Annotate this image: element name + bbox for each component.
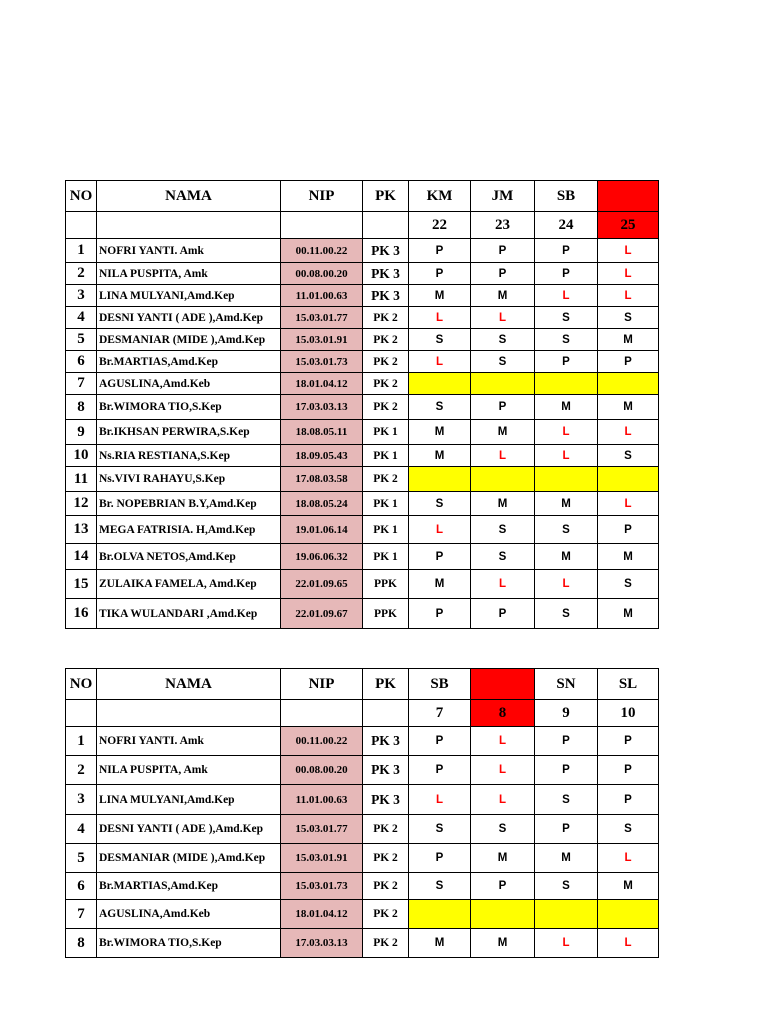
nip-value: 19.01.06.14 (281, 516, 363, 544)
shift-cell: L (409, 307, 471, 329)
shift-cell: L (471, 756, 535, 785)
shift-cell: S (535, 599, 598, 629)
row-number: 14 (66, 544, 97, 570)
shift-cell: P (409, 239, 471, 263)
nip-value: 00.11.00.22 (281, 727, 363, 756)
date-row (66, 700, 659, 727)
nip-value: 15.03.01.91 (281, 329, 363, 351)
nurse-name: Br.OLVA NETOS,Amd.Kep (97, 544, 281, 570)
table-row (66, 307, 659, 329)
row-number: 2 (66, 263, 97, 285)
shift-cell: M (535, 492, 598, 516)
date-cell: 24 (535, 212, 598, 239)
table-row (66, 492, 659, 516)
nip-value: 17.03.03.13 (281, 929, 363, 958)
nurse-name: Ns.RIA RESTIANA,S.Kep (97, 445, 281, 467)
pk-level: PK 3 (363, 263, 409, 285)
table-row (66, 785, 659, 815)
header-pk: PK (363, 181, 409, 212)
nip-value: 11.01.00.63 (281, 285, 363, 307)
row-number: 6 (66, 351, 97, 373)
schedule-table-1 (65, 180, 659, 629)
date-cell: 8 (471, 700, 535, 727)
header-no: NO (66, 669, 97, 700)
table-row (66, 900, 659, 929)
nip-value: 15.03.01.77 (281, 815, 363, 844)
header-row (66, 181, 659, 212)
shift-cell: L (535, 420, 598, 445)
shift-cell: S (409, 873, 471, 900)
shift-cell: L (535, 445, 598, 467)
shift-cell: P (409, 544, 471, 570)
pk-level: PPK (363, 570, 409, 599)
nip-value: 00.08.00.20 (281, 756, 363, 785)
shift-cell (471, 900, 535, 929)
pk-level: PK 1 (363, 544, 409, 570)
nip-value: 18.01.04.12 (281, 900, 363, 929)
shift-cell: M (535, 544, 598, 570)
date-cell: 9 (535, 700, 598, 727)
row-number: 16 (66, 599, 97, 629)
shift-cell: P (598, 351, 659, 373)
shift-cell: P (598, 516, 659, 544)
shift-cell: S (535, 873, 598, 900)
row-number: 6 (66, 873, 97, 900)
header-no: NO (66, 181, 97, 212)
table-row (66, 329, 659, 351)
nurse-name: Br.MARTIAS,Amd.Kep (97, 873, 281, 900)
header-nip: NIP (281, 181, 363, 212)
date-row (66, 212, 659, 239)
nurse-name: NOFRI YANTI. Amk (97, 727, 281, 756)
table-row (66, 727, 659, 756)
nip-value: 15.03.01.77 (281, 307, 363, 329)
row-number: 13 (66, 516, 97, 544)
blank-cell (97, 212, 281, 239)
row-number: 7 (66, 900, 97, 929)
date-cell: 23 (471, 212, 535, 239)
shift-cell: L (471, 307, 535, 329)
shift-cell: L (471, 785, 535, 815)
shift-cell (535, 467, 598, 492)
shift-cell: P (535, 263, 598, 285)
nurse-name: LINA MULYANI,Amd.Kep (97, 285, 281, 307)
table-row (66, 929, 659, 958)
shift-cell (598, 900, 659, 929)
blank-cell (363, 700, 409, 727)
shift-cell: P (409, 263, 471, 285)
nurse-name: ZULAIKA FAMELA, Amd.Kep (97, 570, 281, 599)
shift-cell: M (471, 844, 535, 873)
pk-level: PK 2 (363, 307, 409, 329)
blank-cell (281, 212, 363, 239)
nurse-name: DESNI YANTI ( ADE ),Amd.Kep (97, 815, 281, 844)
shift-cell (409, 467, 471, 492)
row-number: 8 (66, 395, 97, 420)
shift-cell: L (535, 929, 598, 958)
shift-cell: M (471, 492, 535, 516)
nip-value: 22.01.09.67 (281, 599, 363, 629)
shift-cell: M (409, 570, 471, 599)
table-row (66, 467, 659, 492)
nurse-name: Br. NOPEBRIAN B.Y,Amd.Kep (97, 492, 281, 516)
header-day-1: KM (409, 181, 471, 212)
shift-cell: M (409, 445, 471, 467)
row-number: 5 (66, 844, 97, 873)
shift-cell: L (471, 570, 535, 599)
shift-cell: M (535, 844, 598, 873)
row-number: 11 (66, 467, 97, 492)
shift-cell: S (598, 815, 659, 844)
shift-cell: M (598, 544, 659, 570)
shift-cell: S (471, 544, 535, 570)
row-number: 7 (66, 373, 97, 395)
table-row (66, 844, 659, 873)
pk-level: PK 2 (363, 467, 409, 492)
shift-cell: P (535, 727, 598, 756)
shift-cell: L (409, 351, 471, 373)
table-row (66, 395, 659, 420)
shift-cell: S (535, 785, 598, 815)
table-row (66, 263, 659, 285)
nip-value: 18.01.04.12 (281, 373, 363, 395)
pk-level: PK 2 (363, 395, 409, 420)
nip-value: 17.08.03.58 (281, 467, 363, 492)
blank-cell (281, 700, 363, 727)
shift-cell: S (535, 516, 598, 544)
row-number: 12 (66, 492, 97, 516)
blank-cell (66, 700, 97, 727)
table-row (66, 420, 659, 445)
shift-cell: S (471, 516, 535, 544)
shift-cell: M (598, 599, 659, 629)
header-day-3: SN (535, 669, 598, 700)
shift-cell: M (471, 420, 535, 445)
table-row (66, 373, 659, 395)
pk-level: PK 2 (363, 873, 409, 900)
table-row (66, 599, 659, 629)
pk-level: PK 2 (363, 844, 409, 873)
shift-cell: L (598, 844, 659, 873)
nip-value: 15.03.01.73 (281, 351, 363, 373)
shift-cell: L (409, 516, 471, 544)
shift-cell: S (598, 445, 659, 467)
nip-value: 18.09.05.43 (281, 445, 363, 467)
row-number: 1 (66, 727, 97, 756)
nurse-name: MEGA FATRISIA. H,Amd.Kep (97, 516, 281, 544)
header-day-4: SL (598, 669, 659, 700)
nip-value: 15.03.01.91 (281, 844, 363, 873)
pk-level: PK 3 (363, 785, 409, 815)
table-row (66, 445, 659, 467)
shift-cell: S (471, 815, 535, 844)
row-number: 1 (66, 239, 97, 263)
shift-cell: P (471, 395, 535, 420)
shift-cell: P (471, 873, 535, 900)
shift-cell: M (409, 285, 471, 307)
nip-value: 18.08.05.11 (281, 420, 363, 445)
shift-cell: P (471, 599, 535, 629)
pk-level: PK 2 (363, 373, 409, 395)
date-cell: 7 (409, 700, 471, 727)
shift-cell: M (471, 285, 535, 307)
pk-level: PK 2 (363, 351, 409, 373)
pk-level: PK 1 (363, 492, 409, 516)
shift-cell: M (471, 929, 535, 958)
shift-cell: M (598, 329, 659, 351)
date-cell: 22 (409, 212, 471, 239)
table-row (66, 756, 659, 785)
nip-value: 11.01.00.63 (281, 785, 363, 815)
row-number: 9 (66, 420, 97, 445)
pk-level: PK 2 (363, 329, 409, 351)
table-row (66, 570, 659, 599)
shift-cell: P (409, 599, 471, 629)
shift-cell (471, 373, 535, 395)
blank-cell (66, 212, 97, 239)
row-number: 3 (66, 285, 97, 307)
pk-level: PK 2 (363, 900, 409, 929)
shift-cell: P (471, 239, 535, 263)
pk-level: PPK (363, 599, 409, 629)
nurse-name: LINA MULYANI,Amd.Kep (97, 785, 281, 815)
table-row (66, 873, 659, 900)
shift-cell: P (409, 844, 471, 873)
shift-cell: S (598, 307, 659, 329)
shift-cell (598, 373, 659, 395)
shift-cell: L (598, 263, 659, 285)
header-row (66, 669, 659, 700)
shift-cell: S (409, 395, 471, 420)
nurse-name: NILA PUSPITA, Amk (97, 263, 281, 285)
nip-value: 00.08.00.20 (281, 263, 363, 285)
blank-cell (97, 700, 281, 727)
row-number: 15 (66, 570, 97, 599)
shift-cell: M (409, 420, 471, 445)
header-pk: PK (363, 669, 409, 700)
shift-cell: S (535, 307, 598, 329)
row-number: 5 (66, 329, 97, 351)
shift-cell: P (471, 263, 535, 285)
shift-cell: P (598, 727, 659, 756)
pk-level: PK 3 (363, 727, 409, 756)
shift-cell: P (535, 239, 598, 263)
shift-cell (409, 900, 471, 929)
shift-cell (598, 467, 659, 492)
date-cell: 25 (598, 212, 659, 239)
shift-cell: P (409, 756, 471, 785)
shift-cell: L (471, 445, 535, 467)
date-cell: 10 (598, 700, 659, 727)
table-row (66, 285, 659, 307)
header-day-1: SB (409, 669, 471, 700)
shift-cell: L (598, 285, 659, 307)
header-day-4: MG (598, 181, 659, 212)
nurse-name: AGUSLINA,Amd.Keb (97, 373, 281, 395)
nurse-name: Br.WIMORA TIO,S.Kep (97, 929, 281, 958)
pk-level: PK 3 (363, 239, 409, 263)
nurse-name: NOFRI YANTI. Amk (97, 239, 281, 263)
shift-cell: M (598, 873, 659, 900)
shift-cell: S (409, 329, 471, 351)
nip-value: 00.11.00.22 (281, 239, 363, 263)
shift-cell: P (535, 815, 598, 844)
nip-value: 17.03.03.13 (281, 395, 363, 420)
shift-cell: L (471, 727, 535, 756)
nurse-name: DESMANIAR (MIDE ),Amd.Kep (97, 844, 281, 873)
nip-value: 19.06.06.32 (281, 544, 363, 570)
shift-cell (535, 373, 598, 395)
schedule-table-2 (65, 668, 659, 958)
nurse-name: Br.WIMORA TIO,S.Kep (97, 395, 281, 420)
table-row (66, 815, 659, 844)
shift-cell: S (598, 570, 659, 599)
pk-level: PK 2 (363, 929, 409, 958)
shift-cell: L (598, 239, 659, 263)
nurse-name: Ns.VIVI RAHAYU,S.Kep (97, 467, 281, 492)
header-nama: NAMA (97, 181, 281, 212)
shift-cell: S (471, 351, 535, 373)
shift-cell: S (409, 815, 471, 844)
table-row (66, 516, 659, 544)
shift-cell: P (409, 727, 471, 756)
nurse-name: DESMANIAR (MIDE ),Amd.Kep (97, 329, 281, 351)
row-number: 3 (66, 785, 97, 815)
header-nip: NIP (281, 669, 363, 700)
shift-cell: M (598, 395, 659, 420)
row-number: 10 (66, 445, 97, 467)
nip-value: 22.01.09.65 (281, 570, 363, 599)
shift-cell: L (598, 420, 659, 445)
shift-cell: L (409, 785, 471, 815)
header-day-2: JM (471, 181, 535, 212)
shift-cell: P (598, 785, 659, 815)
row-number: 2 (66, 756, 97, 785)
header-day-2: MG (471, 669, 535, 700)
table-row (66, 544, 659, 570)
shift-cell: L (598, 929, 659, 958)
row-number: 4 (66, 307, 97, 329)
table-row (66, 351, 659, 373)
shift-cell (409, 373, 471, 395)
shift-cell: P (535, 756, 598, 785)
pk-level: PK 2 (363, 815, 409, 844)
nurse-name: Br.MARTIAS,Amd.Kep (97, 351, 281, 373)
shift-cell: M (409, 929, 471, 958)
pk-level: PK 3 (363, 285, 409, 307)
row-number: 4 (66, 815, 97, 844)
header-day-3: SB (535, 181, 598, 212)
nurse-name: TIKA WULANDARI ,Amd.Kep (97, 599, 281, 629)
shift-cell: P (535, 351, 598, 373)
shift-cell (535, 900, 598, 929)
shift-cell: L (598, 492, 659, 516)
table-row (66, 239, 659, 263)
blank-cell (363, 212, 409, 239)
row-number: 8 (66, 929, 97, 958)
shift-cell: L (535, 285, 598, 307)
shift-cell: S (471, 329, 535, 351)
shift-cell: P (598, 756, 659, 785)
nip-value: 18.08.05.24 (281, 492, 363, 516)
pk-level: PK 1 (363, 445, 409, 467)
shift-cell: M (535, 395, 598, 420)
shift-cell: L (535, 570, 598, 599)
nurse-name: AGUSLINA,Amd.Keb (97, 900, 281, 929)
shift-cell: S (409, 492, 471, 516)
pk-level: PK 1 (363, 420, 409, 445)
pk-level: PK 3 (363, 756, 409, 785)
shift-cell (471, 467, 535, 492)
nurse-name: NILA PUSPITA, Amk (97, 756, 281, 785)
nurse-name: Br.IKHSAN PERWIRA,S.Kep (97, 420, 281, 445)
header-nama: NAMA (97, 669, 281, 700)
shift-cell: S (535, 329, 598, 351)
nip-value: 15.03.01.73 (281, 873, 363, 900)
pk-level: PK 1 (363, 516, 409, 544)
nurse-name: DESNI YANTI ( ADE ),Amd.Kep (97, 307, 281, 329)
